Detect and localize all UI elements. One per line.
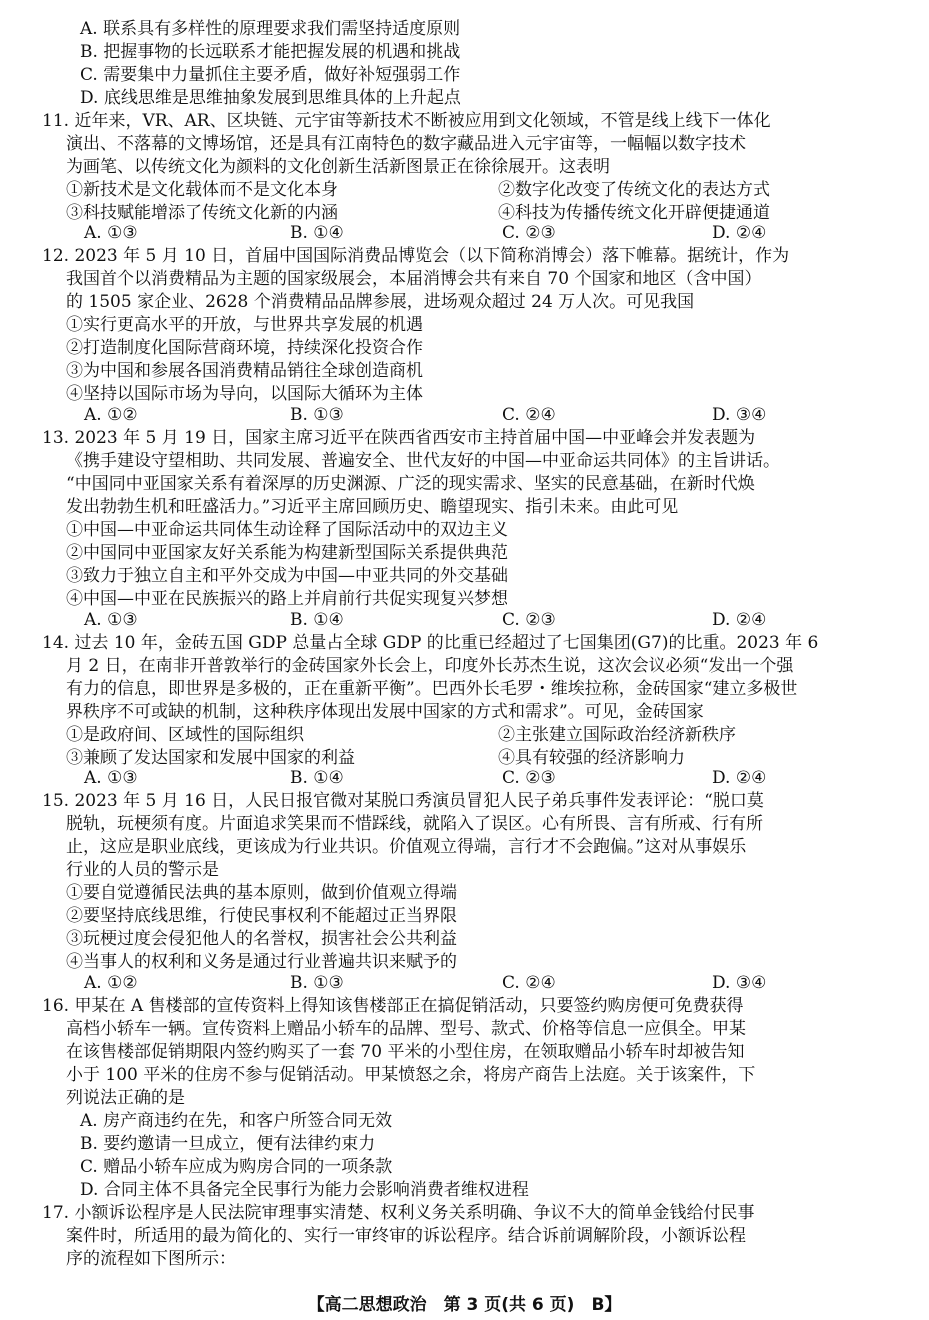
q13-item-1: ①中国—中亚命运共同体生动诠释了国际活动中的双边主义 [66,520,508,540]
q14-item-3: ③兼顾了发达国家和发展中国家的利益 [66,748,355,768]
q15-item-2: ②要坚持底线思维，行使民事权利不能超过正当界限 [66,906,457,926]
q12-item-2: ②打造制度化国际营商环境，持续深化投资合作 [66,338,423,358]
q13-stem-line-2: 《携手建设守望相助、共同发展、普遍安全、世代友好的中国—中亚命运共同体》的主旨讲话。 [66,451,780,471]
q15-choice-a: A. ①② [84,973,138,993]
q13-choice-a: A. ①③ [84,610,138,630]
q11-choice-d: D. ②④ [712,223,767,243]
q13-stem-line-1: 13. 2023 年 5 月 19 日，国家主席习近平在陕西省西安市主持首届中国—中亚峰会并发表题为 [42,428,756,448]
q15-stem-line-4: 行业的人员的警示是 [66,860,219,880]
q17-stem-line-3: 序的流程如下图所示： [66,1249,236,1269]
q14-item-2: ②主张建立国际政治经济新秩序 [498,725,736,745]
q16-option-c: C. 赠品小轿车应成为购房合同的一项条款 [80,1157,393,1177]
q11-stem-line-1: 11. 近年来，VR、AR、区块链、元宇宙等新技术不断被应用到文化领域，不管是线上线下一体化 [42,111,771,131]
q13-item-4: ④中国—中亚在民族振兴的路上并肩前行共促实现复兴梦想 [66,589,508,609]
q13-stem-line-3: “中国同中亚国家关系有着深厚的历史渊源、广泛的现实需求、坚实的民意基础，在新时代焕 [66,474,755,494]
q13-choice-c: C. ②③ [502,610,556,630]
q13-choice-d: D. ②④ [712,610,767,630]
q14-stem-line-4: 界秩序不可或缺的机制，这种秩序体现出发展中国家的方式和需求”。可见，金砖国家 [66,702,704,722]
q13-choice-b: B. ①④ [290,610,344,630]
q16-stem-line-1: 16. 甲某在 A 售楼部的宣传资料上得知该售楼部正在搞促销活动，只要签约购房便可免费获得 [42,996,744,1016]
q16-option-d: D. 合同主体不具备完全民事行为能力会影响消费者维权进程 [80,1180,529,1200]
q11-stem-line-3: 为画笔、以传统文化为颜料的文化创新生活新图景正在徐徐展开。这表明 [66,157,610,177]
q12-choice-a: A. ①② [84,405,138,425]
q14-stem-line-3: 有力的信息，即世界是多极的，正在重新平衡”。巴西外长毛罗・维埃拉称，金砖国家“建立多极世 [66,679,798,699]
q15-choice-c: C. ②④ [502,973,556,993]
q12-stem-line-2: 我国首个以消费精品为主题的国家级展会，本届消博会共有来自 70 个国家和地区（含中国） [66,269,762,289]
q15-item-1: ①要自觉遵循民法典的基本原则，做到价值观立得端 [66,883,457,903]
q16-stem-line-2: 高档小轿车一辆。宣传资料上赠品小轿车的品牌、型号、款式、价格等信息一应俱全。甲某 [66,1019,746,1039]
q16-option-b: B. 要约邀请一旦成立，便有法律约束力 [80,1134,376,1154]
page-footer: 【高二思想政治 第 3 页(共 6 页) B】 [307,1295,622,1315]
q11-item-3: ③科技赋能增添了传统文化新的内涵 [66,203,338,223]
q11-stem-line-2: 演出、不落幕的文博场馆，还是具有江南特色的数字藏品进入元宇宙等，一幅幅以数字技术 [66,134,746,154]
q11-item-1: ①新技术是文化载体而不是文化本身 [66,180,338,200]
q10-option-b: B. 把握事物的长远联系才能把握发展的机遇和挑战 [80,42,461,62]
q14-item-4: ④具有较强的经济影响力 [498,748,685,768]
q12-item-4: ④坚持以国际市场为导向，以国际大循环为主体 [66,384,423,404]
q15-item-4: ④当事人的权利和义务是通过行业普遍共识来赋予的 [66,952,457,972]
q14-choice-a: A. ①③ [84,768,138,788]
q11-choice-c: C. ②③ [502,223,556,243]
q12-choice-c: C. ②④ [502,405,556,425]
q15-choice-b: B. ①③ [290,973,344,993]
q15-stem-line-1: 15. 2023 年 5 月 16 日，人民日报官微对某脱口秀演员冒犯人民子弟兵事件发表评论：“脱口莫 [42,791,764,811]
q15-item-3: ③玩梗过度会侵犯他人的名誉权，损害社会公共利益 [66,929,457,949]
q14-stem-line-1: 14. 过去 10 年，金砖五国 GDP 总量占全球 GDP 的比重已经超过了七国集团(G7)的比重。2023 年 6 [42,633,819,653]
q13-item-3: ③致力于独立自主和平外交成为中国—中亚共同的外交基础 [66,566,508,586]
q12-choice-b: B. ①③ [290,405,344,425]
q12-choice-d: D. ③④ [712,405,767,425]
q15-choice-d: D. ③④ [712,973,767,993]
q12-item-3: ③为中国和参展各国消费精品销往全球创造商机 [66,361,423,381]
q15-stem-line-2: 脱轨，玩梗须有度。片面追求笑果而不惜踩线，就陷入了误区。心有所畏、言有所戒、行有所 [66,814,763,834]
q12-item-1: ①实行更高水平的开放，与世界共享发展的机遇 [66,315,423,335]
q14-choice-c: C. ②③ [502,768,556,788]
q12-stem-line-1: 12. 2023 年 5 月 10 日，首届中国国际消费品博览会（以下简称消博会）落下帷幕。据统计，作为 [42,246,790,266]
q13-stem-line-4: 发出勃勃生机和旺盛活力。”习近平主席回顾历史、瞻望现实、指引未来。由此可见 [66,497,679,517]
q10-option-d: D. 底线思维是思维抽象发展到思维具体的上升起点 [80,88,461,108]
q10-option-a: A. 联系具有多样性的原理要求我们需坚持适度原则 [80,19,461,39]
q17-stem-line-1: 17. 小额诉讼程序是人民法院审理事实清楚、权利义务关系明确、争议不大的简单金钱给付民事 [42,1203,755,1223]
q16-option-a: A. 房产商违约在先，和客户所签合同无效 [80,1111,393,1131]
q14-item-1: ①是政府间、区域性的国际组织 [66,725,304,745]
q15-stem-line-3: 止，这应是职业底线，更该成为行业共识。价值观立得端，言行才不会跑偏。”这对从事娱乐 [66,837,747,857]
q11-choice-a: A. ①③ [84,223,138,243]
q16-stem-line-5: 列说法正确的是 [66,1088,185,1108]
q13-item-2: ②中国同中亚国家友好关系能为构建新型国际关系提供典范 [66,543,508,563]
q11-choice-b: B. ①④ [290,223,344,243]
q11-item-2: ②数字化改变了传统文化的表达方式 [498,180,770,200]
q14-choice-d: D. ②④ [712,768,767,788]
q14-stem-line-2: 月 2 日，在南非开普敦举行的金砖国家外长会上，印度外长苏杰生说，这次会议必须“发出一个强 [66,656,794,676]
q11-item-4: ④科技为传播传统文化开辟便捷通道 [498,203,770,223]
q16-stem-line-4: 小于 100 平米的住房不参与促销活动。甲某愤怒之余，将房产商告上法庭。关于该案件，下 [66,1065,756,1085]
q14-choice-b: B. ①④ [290,768,344,788]
q12-stem-line-3: 的 1505 家企业、2628 个消费精品品牌参展，进场观众超过 24 万人次。可见我国 [66,292,695,312]
q16-stem-line-3: 在该售楼部促销期限内签约购买了一套 70 平米的小型住房，在领取赠品小轿车时却被告知 [66,1042,745,1062]
q10-option-c: C. 需要集中力量抓住主要矛盾，做好补短强弱工作 [80,65,461,85]
q17-stem-line-2: 案件时，所适用的最为简化的、实行一审终审的诉讼程序。结合诉前调解阶段，小额诉讼程 [66,1226,746,1246]
